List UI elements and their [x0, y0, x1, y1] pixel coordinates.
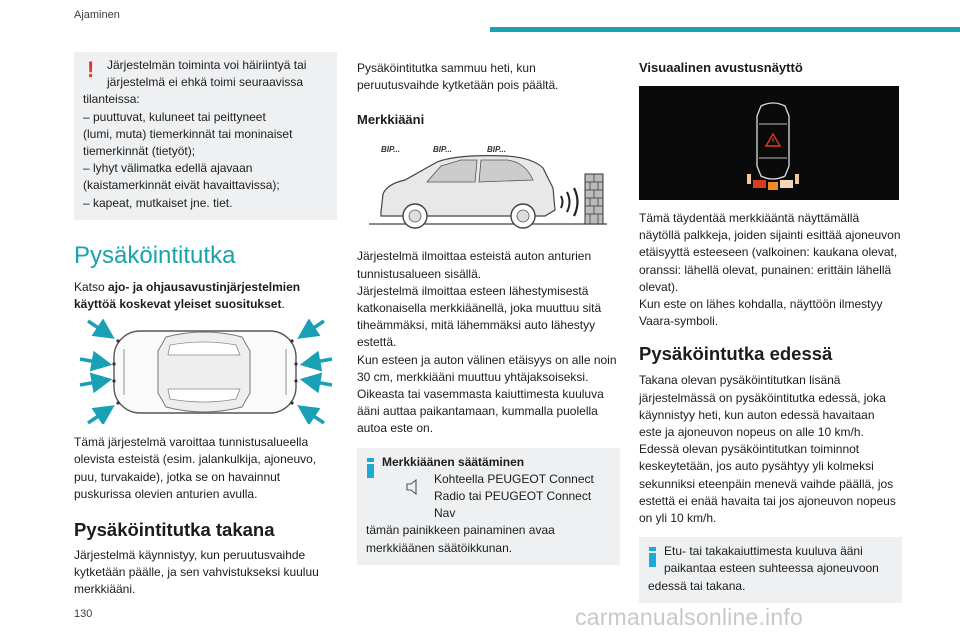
beep-label: BIP... — [381, 145, 400, 155]
park-desc-line: puu, turvakaide), jotka se on havainnut — [74, 469, 281, 484]
info-icon — [649, 547, 656, 567]
page-number: 130 — [74, 608, 93, 620]
warning-line: (kaistamerkinnät eivät havaittavissa); — [83, 178, 280, 193]
chapter-title: Ajaminen — [74, 9, 120, 21]
recommendations-link: ajo- ja ohjausavustinjärjestelmien käyttöä koskevat yleiset suositukset — [74, 279, 301, 312]
rear-desc-line: Järjestelmä käynnistyy, kun peruutusvaihde — [74, 548, 306, 563]
park-desc-line: olevista esteistä (esim. jalankulkija, ajoneuvo, — [74, 452, 317, 467]
watermark: carmanualsonline.info — [575, 604, 803, 630]
beep-desc-line: Järjestelmä ilmoittaa esteen lähestymisestä — [357, 283, 589, 298]
visual-desc-line: Vaara-symboli. — [639, 314, 719, 329]
warning-line: – puuttuvat, kuluneet tai peittyneet — [83, 109, 266, 124]
warning-line: tiemerkinnät (tietyöt); — [83, 144, 196, 159]
beep-desc-line: estettä. — [357, 335, 397, 350]
header-accent-bar — [490, 27, 960, 32]
section-title-rear: Pysäköintitutka takana — [74, 519, 275, 541]
section-title-parking-sensors: Pysäköintitutka — [74, 241, 236, 269]
car-top-sensor-illustration — [74, 319, 337, 424]
beep-desc-line: Kun esteen ja auton välinen etäisyys on alle noin — [357, 352, 617, 367]
info-title: Merkkiäänen säätäminen — [382, 454, 525, 469]
warning-line: – lyhyt välimatka edellä ajavaan — [83, 161, 253, 176]
front-desc-line: järjestelmässä on pysäköintitutka edessä, joka — [639, 390, 886, 405]
visual-assist-screen-illustration — [639, 86, 899, 200]
rear-desc-line: kytketään päälle, ja sen vahvistukseksi kuuluu — [74, 565, 319, 580]
warning-line: Järjestelmän toiminta voi häiriintyä tai — [107, 58, 307, 72]
warning-line: (lumi, muta) tiemerkinnät tai moninaiset — [83, 126, 293, 141]
info-box-speaker — [639, 537, 902, 603]
subsection-title-visual: Visuaalinen avustusnäyttö — [639, 60, 803, 75]
visual-desc-line: etäisyyttä esteeseen (valkoinen: kaukana olevat, — [639, 245, 898, 260]
beep-desc-line: 30 cm, merkkiääni muuttuu yhtäjaksoiseksi. — [357, 369, 589, 384]
speaker-icon — [404, 477, 422, 497]
column-middle — [357, 52, 620, 565]
warning-line: järjestelmä ei ehkä toimi seuraavissa — [107, 75, 304, 90]
front-desc-line: keskeytetään, jos auto pysähtyy yli kolmeksi — [639, 459, 874, 474]
visual-desc-line: näytöllä palkkeja, joiden sijainti esittää ajoneuvon — [639, 228, 901, 243]
exclamation-icon: ! — [87, 57, 95, 82]
visual-desc-line: Tämä täydentää merkkiääntä näyttämällä — [639, 211, 860, 225]
front-desc-line: Takana olevan pysäköintitutkan lisänä — [639, 373, 841, 388]
front-desc-line: käynnistyy heti, kun auton edessä havaitaan — [639, 407, 875, 422]
see-recommendations: Katso ajo- ja ohjausavustinjärjestelmien käyttöä koskevat yleiset suositukset. — [74, 279, 301, 312]
intro-line: Pysäköintitutka sammuu heti, kun — [357, 61, 536, 75]
visual-desc-line: oranssi: lähellä olevat, punainen: erittäin lähellä — [639, 262, 892, 277]
beep-label: BIP... — [433, 145, 452, 155]
info-line: Etu- tai takakaiuttimesta kuuluva ääni — [664, 544, 863, 559]
intro-line: peruutusvaihde kytketään pois päältä. — [357, 78, 559, 93]
car-side-beep-illustration — [357, 138, 620, 238]
info-line: Kohteella PEUGEOT Connect — [434, 471, 594, 486]
park-desc-line: puskurissa olevien anturien avulla. — [74, 486, 258, 501]
info-line: tämän painikkeen painaminen avaa — [366, 523, 555, 538]
park-desc-line: Tämä järjestelmä varoittaa tunnistusalueella — [74, 435, 309, 450]
beep-desc-line: tiheämmäksi, mitä lähemmäksi auto lähestyy — [357, 318, 596, 333]
section-title-front: Pysäköintutka edessä — [639, 343, 833, 365]
warning-box — [74, 52, 337, 220]
info-line: edessä tai takana. — [648, 578, 746, 593]
subsection-title-beep: Merkkiääni — [357, 112, 425, 128]
beep-desc-line: katkonaisella merkkiäänellä, joka muuttuu sitä — [357, 301, 602, 316]
front-desc-line: Edessä olevan pysäköintitutkan toiminnot — [639, 442, 860, 457]
info-box-beep-settings — [357, 448, 620, 565]
warning-line: – kapeat, mutkaiset jne. tiet. — [83, 195, 233, 210]
info-line: paikantaa esteen suhteessa ajoneuvoon — [664, 561, 879, 576]
beep-desc-line: tunnistusalueen sisällä. — [357, 266, 482, 281]
warning-line: tilanteissa: — [83, 92, 140, 107]
beep-desc-line: Järjestelmä ilmoittaa esteistä auton anturien — [357, 249, 592, 264]
front-desc-line: sekunniksi eteenpäin menevä vaihde päällä, jos — [639, 476, 894, 491]
beep-desc-line: autoa este on. — [357, 421, 434, 436]
info-line: merkkiäänen säätöikkunan. — [366, 540, 513, 555]
column-right — [639, 52, 902, 603]
front-desc-line: on yli 10 km/h. — [639, 511, 717, 526]
beep-desc-line: ääni auttaa paikantamaan, kummalla puolella — [357, 404, 598, 419]
rear-desc-line: merkkiääni. — [74, 582, 136, 597]
beep-label: BIP... — [487, 145, 506, 155]
front-desc-line: estettä ei enää havaita tai jos ajoneuvon nopeus — [639, 493, 896, 508]
visual-desc-line: Kun este on lähes kohdalla, näyttöön ilmestyy — [639, 297, 883, 312]
beep-desc-line: Oikeasta tai vasemmasta kaiuttimesta kuuluva — [357, 387, 604, 402]
visual-desc-line: olevat). — [639, 279, 679, 294]
column-left — [74, 52, 337, 599]
info-line: Radio tai PEUGEOT Connect Nav — [434, 489, 592, 521]
front-desc-line: este ja ajoneuvon nopeus on alle 10 km/h. — [639, 425, 864, 440]
